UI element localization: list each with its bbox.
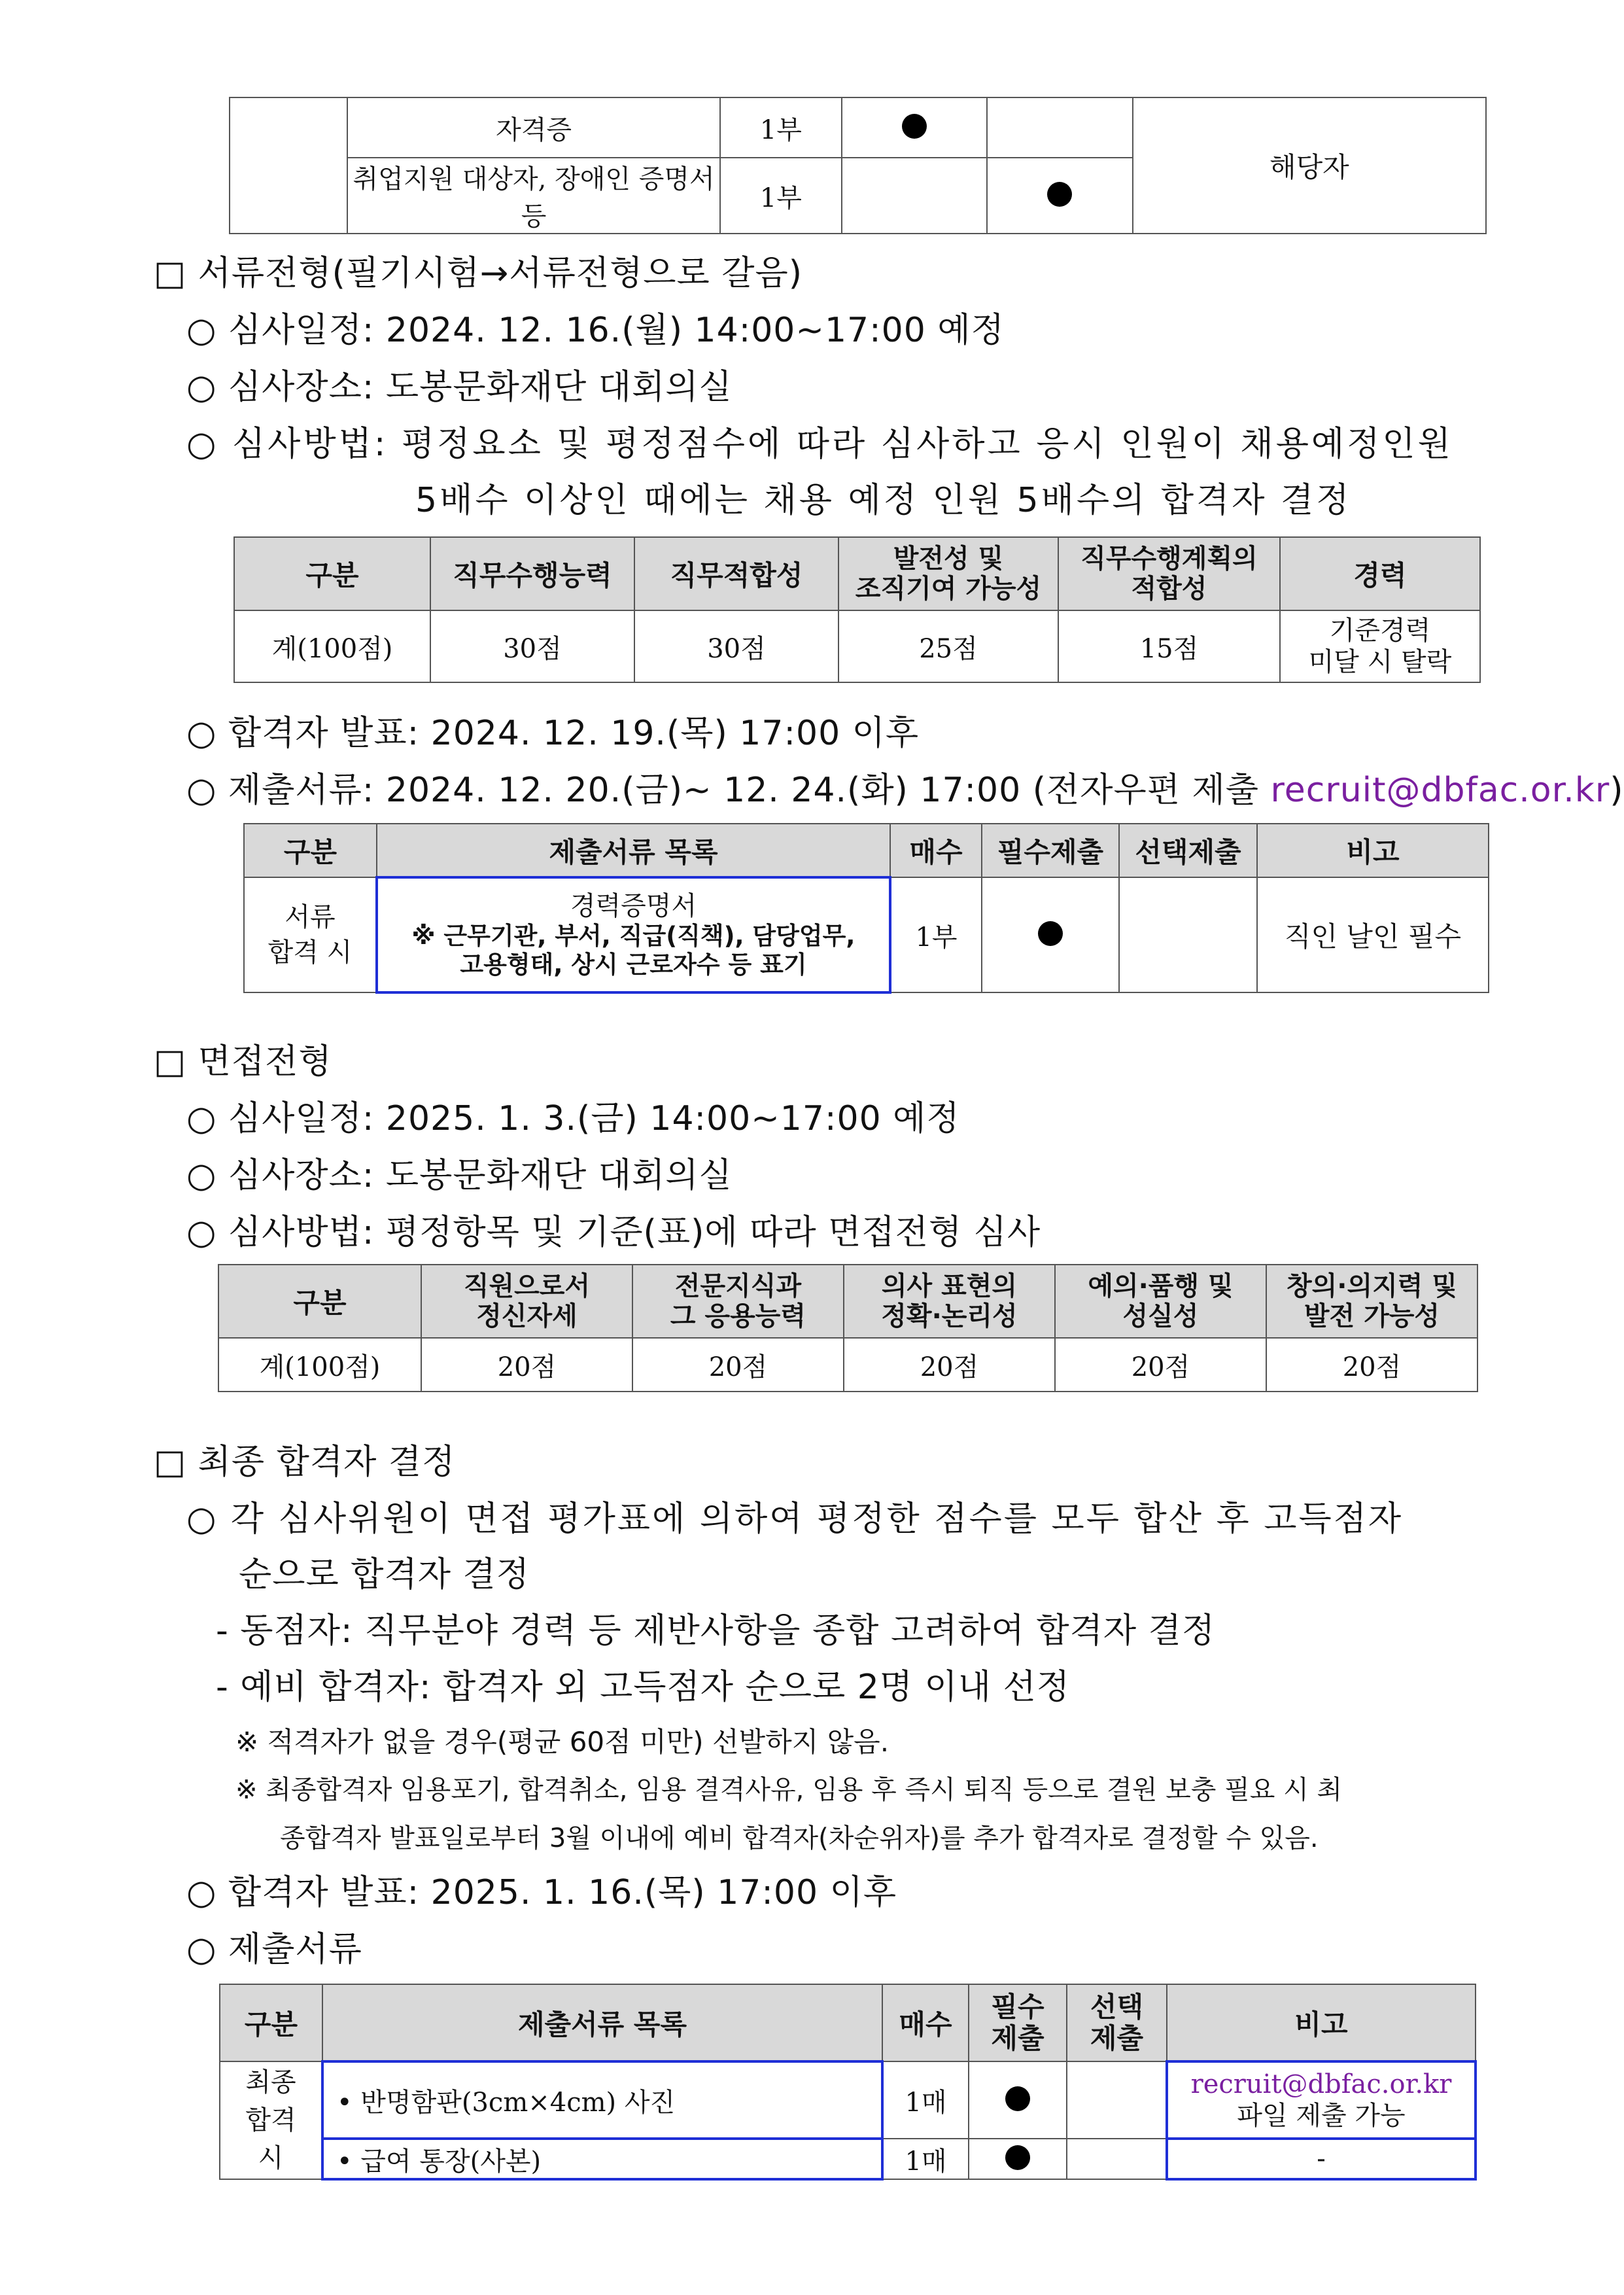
section-heading-doc-screening: □ 서류전형(필기시험→서류전형으로 갈음) [154, 254, 803, 293]
interview-score-table [218, 1264, 1478, 1392]
table-header: 전문지식과 그 응용능력 [632, 1265, 844, 1338]
table-header: 구분 [220, 1984, 322, 2061]
table-header: 경력 [1280, 537, 1480, 610]
section-heading-final: □ 최종 합격자 결정 [154, 1443, 456, 1482]
table-header: 직무수행계획의 적합성 [1058, 537, 1280, 610]
table-cell-count: 1매 [882, 2061, 969, 2139]
final-line1: ○ 각 심사위원이 면접 평가표에 의하여 평정한 점수를 모두 합산 후 고득점자 [186, 1499, 1404, 1539]
table-header: 직무수행능력 [430, 537, 634, 610]
table-header: 제출서류 목록 [322, 1984, 882, 2061]
doc-place: ○ 심사장소: 도봉문화재단 대회의실 [186, 368, 733, 407]
table-cell-remark: 직인 날인 필수 [1257, 877, 1489, 992]
table-header: 구분 [244, 824, 377, 877]
filled-circle-icon [1005, 2086, 1030, 2111]
doc-method-line1: ○ 심사방법: 평정요소 및 평정점수에 따라 심사하고 응시 인원이 채용예정인원 [186, 425, 1453, 464]
table-header: 매수 [882, 1984, 969, 2061]
table-cell: 20점 [632, 1338, 844, 1392]
table-cell-remark: - [1167, 2139, 1476, 2179]
table-header: 구분 [234, 537, 430, 610]
doc-item-cell [377, 877, 890, 992]
required-mark [842, 158, 987, 234]
filled-circle-icon [902, 114, 927, 139]
optional-mark [987, 158, 1133, 234]
final-tie: - 동점자: 직무분야 경력 등 제반사항을 종합 고려하여 합격자 결정 [216, 1611, 1216, 1651]
doc-score-table [233, 536, 1481, 683]
table-cell-count: 1부 [720, 158, 842, 234]
doc-schedule: ○ 심사일정: 2024. 12. 16.(월) 14:00~17:00 예정 [186, 311, 1005, 350]
doc-submit-suffix: ) [1610, 771, 1624, 810]
table-cell: 15점 [1058, 610, 1280, 682]
final-reserve: - 예비 합격자: 합격자 외 고득점자 순으로 2명 이내 선정 [216, 1668, 1071, 1707]
table-header: 제출서류 목록 [377, 824, 890, 877]
doc-item-note: ※ 근무기관, 부서, 직급(직책), 담당업무, 고용형태, 상시 근로자수 등 표기 [411, 921, 855, 979]
table-header: 매수 [890, 824, 982, 877]
table-cell: 30점 [634, 610, 838, 682]
table-header: 필수제출 [982, 824, 1119, 877]
required-mark [982, 877, 1119, 992]
table-row-label: 최종 합격 시 [220, 2061, 322, 2179]
table-header: 발전성 및 조직기여 가능성 [838, 537, 1058, 610]
table-cell-count: 1부 [720, 97, 842, 158]
table-cell-remark [1167, 2061, 1476, 2139]
table-cell: 계(100점) [234, 610, 430, 682]
doc-submit [186, 762, 1624, 811]
table-cell: 20점 [1055, 1338, 1266, 1392]
email-link[interactable]: recruit@dbfac.or.kr [1270, 771, 1610, 810]
required-mark [842, 97, 987, 158]
doc-announce: ○ 합격자 발표: 2024. 12. 19.(목) 17:00 이후 [186, 714, 920, 753]
table-cell-remark: 해당자 [1133, 97, 1486, 234]
final-submit: ○ 제출서류 [186, 1930, 362, 1969]
table-cell-count: 1매 [882, 2139, 969, 2179]
table-row-label: 서류 합격 시 [244, 877, 377, 992]
optional-mark [1067, 2139, 1167, 2179]
table-cell: 20점 [1266, 1338, 1477, 1392]
section-heading-interview: □ 면접전형 [154, 1042, 332, 1081]
final-note2-line2: 종합격자 발표일로부터 3월 이내에 예비 합격자(차순위자)를 추가 합격자로 결정할 수 있음. [280, 1823, 1319, 1853]
optional-mark [1119, 877, 1257, 992]
optional-mark [1067, 2061, 1167, 2139]
table-cell: 30점 [430, 610, 634, 682]
table-cell-doc-name: 자격증 [347, 97, 720, 158]
doc-submit-text: ○ 제출서류: 2024. 12. 20.(금)~ 12. 24.(화) 17:00 (전자우편 제출 [186, 771, 1271, 810]
doc-submit-table [243, 823, 1489, 994]
table-header: 의사 표현의 정확·논리성 [844, 1265, 1055, 1338]
table-header: 직원으로서 정신자세 [421, 1265, 632, 1338]
filled-circle-icon [1005, 2145, 1030, 2170]
optional-mark [987, 97, 1133, 158]
doc-method-line2: 5배수 이상인 때에는 채용 예정 인원 5배수의 합격자 결정 [415, 481, 1352, 520]
final-note2-line1: ※ 최종합격자 임용포기, 합격취소, 임용 결격사유, 임용 후 즉시 퇴직 등으로 결원 보충 필요 시 최 [235, 1775, 1343, 1805]
table-header: 선택 제출 [1067, 1984, 1167, 2061]
final-announce: ○ 합격자 발표: 2025. 1. 16.(목) 17:00 이후 [186, 1873, 897, 1912]
required-mark [969, 2139, 1067, 2179]
table-cell: 20점 [844, 1338, 1055, 1392]
final-note1: ※ 적격자가 없을 경우(평균 60점 미만) 선발하지 않음. [235, 1726, 890, 1758]
table-cell-doc-name: 취업지원 대상자, 장애인 증명서 등 [347, 158, 720, 234]
required-mark [969, 2061, 1067, 2139]
doc-item-name: • 급여 통장(사본) [322, 2139, 882, 2179]
table-header: 필수 제출 [969, 1984, 1067, 2061]
table-header: 예의·품행 및 성실성 [1055, 1265, 1266, 1338]
table-header: 구분 [218, 1265, 421, 1338]
filled-circle-icon [1038, 921, 1063, 946]
table-header: 선택제출 [1119, 824, 1257, 877]
interview-schedule: ○ 심사일정: 2025. 1. 3.(금) 14:00~17:00 예정 [186, 1099, 960, 1138]
table-cell-count: 1부 [890, 877, 982, 992]
interview-place: ○ 심사장소: 도봉문화재단 대회의실 [186, 1156, 733, 1195]
doc-item-name: • 반명함판(3cm×4cm) 사진 [322, 2061, 882, 2139]
table-cell-blank [230, 97, 347, 234]
email-link[interactable]: recruit@dbfac.or.kr [1190, 2069, 1452, 2099]
final-submit-table [219, 1984, 1477, 2181]
table-header: 비고 [1167, 1984, 1476, 2061]
top-document-table [229, 97, 1487, 234]
table-cell: 계(100점) [218, 1338, 421, 1392]
table-header: 창의·의지력 및 발전 가능성 [1266, 1265, 1477, 1338]
table-cell: 25점 [838, 610, 1058, 682]
table-header: 비고 [1257, 824, 1489, 877]
remark-text: 파일 제출 가능 [1237, 2101, 1406, 2131]
doc-item-title: 경력증명서 [570, 890, 697, 921]
table-cell: 기준경력 미달 시 탈락 [1280, 610, 1480, 682]
table-header: 직무적합성 [634, 537, 838, 610]
final-line2: 순으로 합격자 결정 [239, 1555, 530, 1594]
interview-method: ○ 심사방법: 평정항목 및 기준(표)에 따라 면접전형 심사 [186, 1213, 1041, 1252]
table-cell: 20점 [421, 1338, 632, 1392]
filled-circle-icon [1047, 182, 1072, 207]
